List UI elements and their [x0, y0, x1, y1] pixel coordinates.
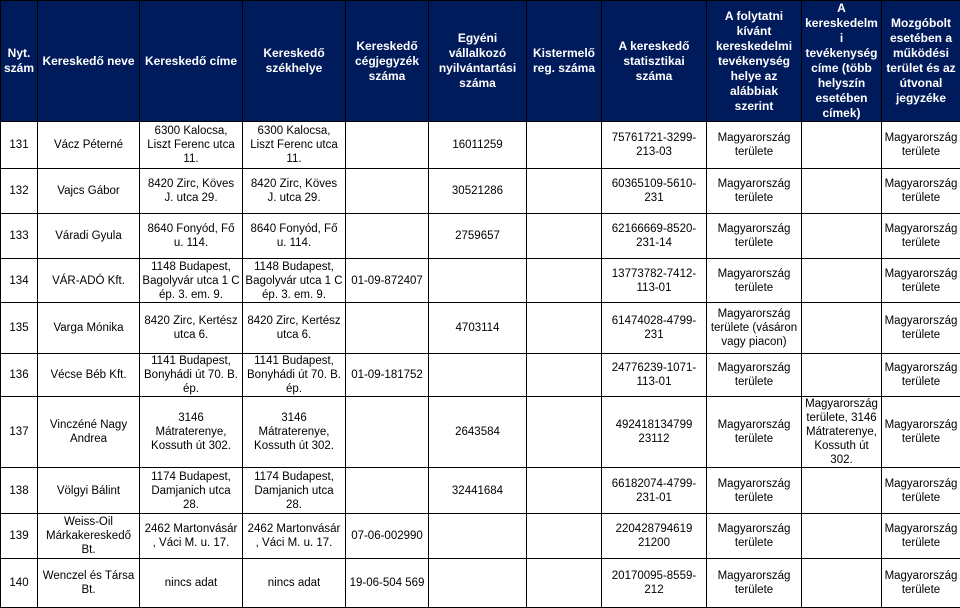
cell-seat: 3146 Mátraterenye, Kossuth út 302. [243, 397, 346, 468]
cell-nr: 139 [1, 514, 38, 559]
cell-name: Vinczéné Nagy Andrea [38, 397, 140, 468]
header-activity-addr: A kereskedelmi tevékenység címe (több helyszín esetében címek) [802, 1, 882, 122]
cell-name: Wenczel és Társa Bt. [38, 559, 140, 608]
cell-place: Magyarország területe [707, 214, 802, 259]
table-row [1, 169, 960, 214]
cell-name: Váradi Gyula [38, 214, 140, 259]
cell-producer [527, 259, 602, 303]
cell-mobile: Magyarország területe [882, 214, 960, 259]
cell-producer [527, 303, 602, 354]
cell-nr: 132 [1, 169, 38, 214]
cell-place: Magyarország területe [707, 169, 802, 214]
header-entrepreneur: Egyéni vállalkozó nyilvántartási száma [429, 1, 527, 122]
cell-address: 8640 Fonyód, Fő u. 114. [140, 214, 243, 259]
cell-name: Vácz Péterné [38, 122, 140, 169]
cell-name: Vajcs Gábor [38, 169, 140, 214]
table-row [1, 514, 960, 559]
cell-stat: 75761721-3299-213-03 [602, 122, 707, 169]
cell-seat: 2462 Martonvásár , Váci M. u. 17. [243, 514, 346, 559]
table-row [1, 397, 960, 468]
cell-address: 1174 Budapest, Damjanich utca 28. [140, 468, 243, 514]
cell-entrepreneur: 4703114 [429, 303, 527, 354]
cell-activity-addr [802, 169, 882, 214]
cell-name: Varga Mónika [38, 303, 140, 354]
cell-companyreg [346, 468, 429, 514]
cell-companyreg: 19-06-504 569 [346, 559, 429, 608]
cell-mobile: Magyarország területe [882, 259, 960, 303]
cell-mobile: Magyarország területe [882, 354, 960, 397]
cell-stat: 61474028-4799-231 [602, 303, 707, 354]
cell-place: Magyarország területe [707, 122, 802, 169]
header-nr: Nyt. szám [1, 1, 38, 122]
cell-stat: 60365109-5610-231 [602, 169, 707, 214]
header-producer: Kistermelő reg. száma [527, 1, 602, 122]
cell-entrepreneur [429, 354, 527, 397]
cell-nr: 135 [1, 303, 38, 354]
cell-entrepreneur: 32441684 [429, 468, 527, 514]
cell-activity-addr [802, 354, 882, 397]
cell-companyreg: 01-09-872407 [346, 259, 429, 303]
cell-place: Magyarország területe [707, 559, 802, 608]
cell-nr: 134 [1, 259, 38, 303]
cell-stat: 13773782-7412-113-01 [602, 259, 707, 303]
cell-entrepreneur: 30521286 [429, 169, 527, 214]
cell-name: VÁR-ADÓ Kft. [38, 259, 140, 303]
cell-entrepreneur [429, 559, 527, 608]
cell-nr: 136 [1, 354, 38, 397]
cell-companyreg: 01-09-181752 [346, 354, 429, 397]
table-row [1, 468, 960, 514]
table-row [1, 214, 960, 259]
header-name: Kereskedő neve [38, 1, 140, 122]
cell-activity-addr [802, 214, 882, 259]
cell-address: 1148 Budapest, Bagolyvár utca 1 C ép. 3. em. 9. [140, 259, 243, 303]
cell-entrepreneur [429, 259, 527, 303]
cell-address: 8420 Zirc, Köves J. utca 29. [140, 169, 243, 214]
cell-activity-addr [802, 468, 882, 514]
cell-companyreg [346, 303, 429, 354]
cell-name: Vécse Béb Kft. [38, 354, 140, 397]
cell-place: Magyarország területe [707, 397, 802, 468]
cell-nr: 140 [1, 559, 38, 608]
cell-place: Magyarország területe [707, 514, 802, 559]
cell-stat: 492418134799 23112 [602, 397, 707, 468]
table-row [1, 303, 960, 354]
cell-entrepreneur: 2643584 [429, 397, 527, 468]
cell-address: 1141 Budapest, Bonyhádi út 70. B. ép. [140, 354, 243, 397]
cell-activity-addr [802, 514, 882, 559]
cell-mobile: Magyarország területe [882, 122, 960, 169]
cell-place: Magyarország területe [707, 468, 802, 514]
cell-entrepreneur: 16011259 [429, 122, 527, 169]
table-row [1, 122, 960, 169]
cell-activity-addr [802, 259, 882, 303]
cell-stat: 20170095-8559-212 [602, 559, 707, 608]
cell-nr: 133 [1, 214, 38, 259]
cell-seat: 1174 Budapest, Damjanich utca 28. [243, 468, 346, 514]
cell-producer [527, 559, 602, 608]
table-row [1, 559, 960, 608]
cell-activity-addr [802, 122, 882, 169]
header-stat: A kereskedő statisztikai száma [602, 1, 707, 122]
cell-seat: 8640 Fonyód, Fő u. 114. [243, 214, 346, 259]
header-place: A folytatni kívánt kereskedelmi tevékenység helye az alábbiak szerint [707, 1, 802, 122]
cell-entrepreneur [429, 514, 527, 559]
cell-companyreg [346, 169, 429, 214]
header-companyreg: Kereskedő cégjegyzék száma [346, 1, 429, 122]
cell-stat: 62166669-8520-231-14 [602, 214, 707, 259]
cell-nr: 131 [1, 122, 38, 169]
cell-address: 2462 Martonvásár , Váci M. u. 17. [140, 514, 243, 559]
cell-address: 6300 Kalocsa, Liszt Ferenc utca 11. [140, 122, 243, 169]
cell-producer [527, 514, 602, 559]
cell-companyreg [346, 122, 429, 169]
cell-name: Weiss-Oil Márkakereskedő Bt. [38, 514, 140, 559]
header-mobile: Mozgóbolt esetében a működési terület és az útvonal jegyzéke [882, 1, 960, 122]
cell-mobile: Magyarország területe [882, 169, 960, 214]
cell-name: Völgyi Bálint [38, 468, 140, 514]
cell-address: nincs adat [140, 559, 243, 608]
cell-seat: 1148 Budapest, Bagolyvár utca 1 C ép. 3. em. 9. [243, 259, 346, 303]
cell-place: Magyarország területe (vásáron vagy piacon) [707, 303, 802, 354]
cell-entrepreneur: 2759657 [429, 214, 527, 259]
cell-companyreg [346, 214, 429, 259]
cell-activity-addr [802, 303, 882, 354]
cell-producer [527, 169, 602, 214]
cell-mobile: Magyarország területe [882, 397, 960, 468]
cell-companyreg [346, 397, 429, 468]
cell-producer [527, 468, 602, 514]
cell-seat: 6300 Kalocsa, Liszt Ferenc utca 11. [243, 122, 346, 169]
cell-activity-addr: Magyarország területe, 3146 Mátraterenye, Kossuth út 302. [802, 397, 882, 468]
cell-stat: 66182074-4799-231-01 [602, 468, 707, 514]
cell-producer [527, 122, 602, 169]
cell-stat: 220428794619 21200 [602, 514, 707, 559]
cell-place: Magyarország területe [707, 354, 802, 397]
cell-mobile: Magyarország területe [882, 559, 960, 608]
cell-seat: 1141 Budapest, Bonyhádi út 70. B. ép. [243, 354, 346, 397]
cell-producer [527, 354, 602, 397]
cell-nr: 137 [1, 397, 38, 468]
header-seat: Kereskedő székhelye [243, 1, 346, 122]
table-row [1, 354, 960, 397]
table-row [1, 259, 960, 303]
cell-activity-addr [802, 559, 882, 608]
cell-mobile: Magyarország területe [882, 303, 960, 354]
cell-mobile: Magyarország területe [882, 468, 960, 514]
header-row [1, 1, 960, 122]
cell-producer [527, 214, 602, 259]
cell-address: 3146 Mátraterenye, Kossuth út 302. [140, 397, 243, 468]
cell-mobile: Magyarország területe [882, 514, 960, 559]
cell-seat: 8420 Zirc, Kertész utca 6. [243, 303, 346, 354]
cell-seat: nincs adat [243, 559, 346, 608]
cell-place: Magyarország területe [707, 259, 802, 303]
cell-seat: 8420 Zirc, Köves J. utca 29. [243, 169, 346, 214]
cell-stat: 24776239-1071-113-01 [602, 354, 707, 397]
cell-nr: 138 [1, 468, 38, 514]
cell-address: 8420 Zirc, Kertész utca 6. [140, 303, 243, 354]
header-address: Kereskedő címe [140, 1, 243, 122]
cell-producer [527, 397, 602, 468]
cell-companyreg: 07-06-002990 [346, 514, 429, 559]
